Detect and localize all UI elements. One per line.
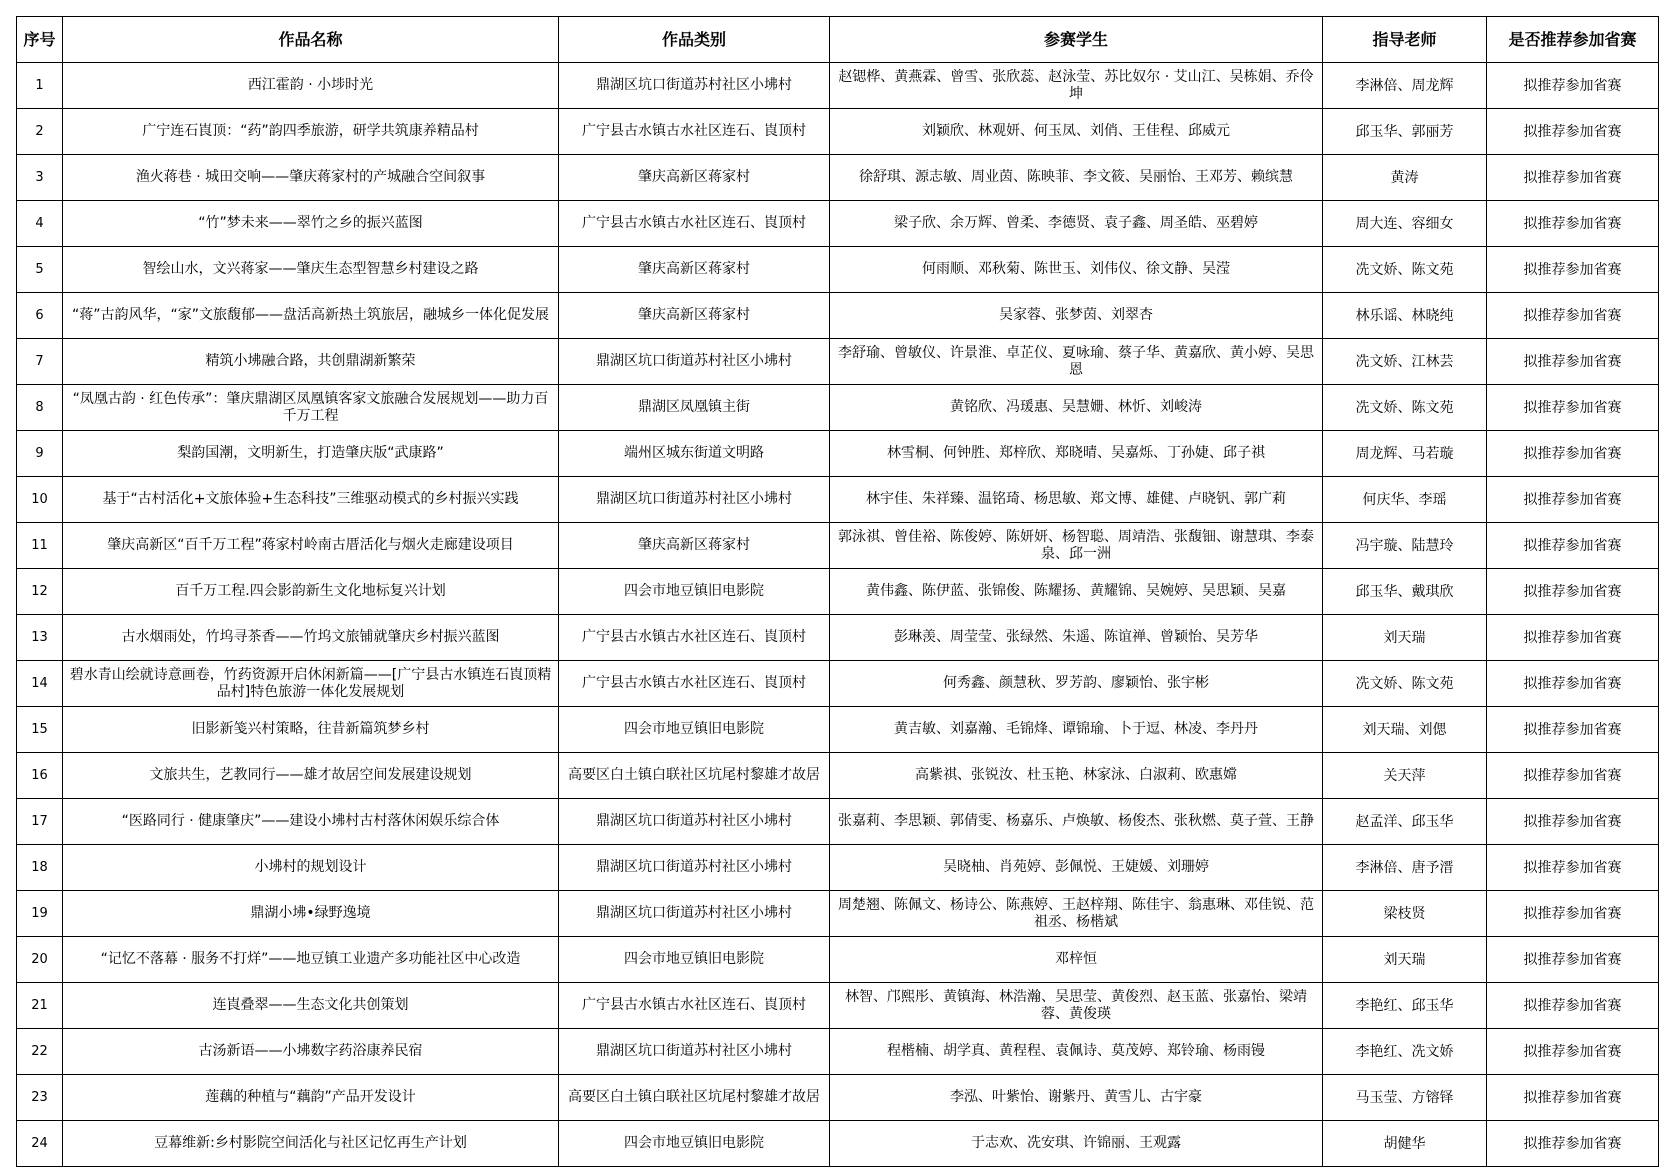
cell-seq: 23 (17, 1075, 63, 1121)
cell-recommend: 拟推荐参加省赛 (1487, 937, 1659, 983)
cell-category: 肇庆高新区蒋家村 (559, 293, 830, 339)
cell-teachers: 冯宇璇、陆慧玲 (1323, 523, 1487, 569)
table-row (17, 155, 1659, 201)
cell-students: 郭泳祺、曾佳裕、陈俊婷、陈妍妍、杨智聪、周靖浩、张馥钿、谢慧琪、李泰泉、邱一洲 (830, 523, 1323, 569)
cell-students: 黄吉敏、刘嘉瀚、毛锦烽、谭锦瑜、卜于逗、林凌、李丹丹 (830, 707, 1323, 753)
cell-seq: 14 (17, 661, 63, 707)
table-row (17, 661, 1659, 707)
table-row (17, 983, 1659, 1029)
cell-seq: 2 (17, 109, 63, 155)
cell-recommend: 拟推荐参加省赛 (1487, 891, 1659, 937)
cell-title: 古水烟雨处，竹坞寻茶香——竹坞文旅铺就肇庆乡村振兴蓝图 (63, 615, 559, 661)
cell-recommend: 拟推荐参加省赛 (1487, 615, 1659, 661)
cell-title: 广宁连石崀顶：“药”韵四季旅游，研学共筑康养精品村 (63, 109, 559, 155)
cell-title: 连崀叠翠——生态文化共创策划 (63, 983, 559, 1029)
cell-seq: 22 (17, 1029, 63, 1075)
table-row (17, 63, 1659, 109)
cell-teachers: 林乐谣、林晓纯 (1323, 293, 1487, 339)
cell-students: 徐舒琪、源志敏、周业茵、陈映菲、李文筱、吴丽怡、王邓芳、赖缤慧 (830, 155, 1323, 201)
cell-teachers: 李艳红、邱玉华 (1323, 983, 1487, 1029)
cell-students: 李泓、叶紫怡、谢紫丹、黄雪儿、古宇豪 (830, 1075, 1323, 1121)
cell-teachers: 冼文娇、陈文苑 (1323, 247, 1487, 293)
cell-recommend: 拟推荐参加省赛 (1487, 1029, 1659, 1075)
header-recommend: 是否推荐参加省赛 (1487, 17, 1659, 63)
header-title: 作品名称 (63, 17, 559, 63)
table-row (17, 1075, 1659, 1121)
cell-title: 文旅共生，艺教同行——雄才故居空间发展建设规划 (63, 753, 559, 799)
cell-students: 李舒瑜、曾敏仪、许景淮、卓芷仪、夏咏瑜、蔡子华、黄嘉欣、黄小婷、吴思恩 (830, 339, 1323, 385)
cell-students: 高紫祺、张锐汝、杜玉艳、林家泳、白淑莉、欧惠嫦 (830, 753, 1323, 799)
cell-title: 精筑小坲融合路，共创鼎湖新繁荣 (63, 339, 559, 385)
table-row (17, 523, 1659, 569)
cell-category: 广宁县古水镇古水社区连石、崀顶村 (559, 109, 830, 155)
cell-title: “记忆不落幕 · 服务不打烊”——地豆镇工业遗产多功能社区中心改造 (63, 937, 559, 983)
cell-seq: 12 (17, 569, 63, 615)
cell-title: “凤凰古韵 · 红色传承”：肇庆鼎湖区凤凰镇客家文旅融合发展规划——助力百千万工程 (63, 385, 559, 431)
cell-category: 广宁县古水镇古水社区连石、崀顶村 (559, 661, 830, 707)
table-row (17, 477, 1659, 523)
cell-recommend: 拟推荐参加省赛 (1487, 201, 1659, 247)
cell-students: 林智、邝熙彤、黄镇海、林浩瀚、吴思莹、黄俊烈、赵玉蓝、张嘉怡、梁靖蓉、黄俊瑛 (830, 983, 1323, 1029)
cell-recommend: 拟推荐参加省赛 (1487, 569, 1659, 615)
cell-category: 广宁县古水镇古水社区连石、崀顶村 (559, 615, 830, 661)
cell-category: 广宁县古水镇古水社区连石、崀顶村 (559, 201, 830, 247)
table-row (17, 431, 1659, 477)
cell-students: 程楷楠、胡学真、黄程程、袁佩诗、莫茂婷、郑铃瑜、杨雨镘 (830, 1029, 1323, 1075)
cell-category: 肇庆高新区蒋家村 (559, 523, 830, 569)
cell-recommend: 拟推荐参加省赛 (1487, 109, 1659, 155)
cell-teachers: 冼文娇、江林芸 (1323, 339, 1487, 385)
cell-recommend: 拟推荐参加省赛 (1487, 155, 1659, 201)
cell-teachers: 赵孟洋、邱玉华 (1323, 799, 1487, 845)
cell-category: 鼎湖区坑口街道苏村社区小坲村 (559, 63, 830, 109)
header-row (17, 17, 1659, 63)
table-row (17, 937, 1659, 983)
cell-title: 西江霍韵 · 小埗时光 (63, 63, 559, 109)
cell-recommend: 拟推荐参加省赛 (1487, 845, 1659, 891)
cell-title: 百千万工程.四会影韵新生文化地标复兴计划 (63, 569, 559, 615)
cell-title: 旧影新笺兴村策略，往昔新篇筑梦乡村 (63, 707, 559, 753)
table-row (17, 247, 1659, 293)
cell-seq: 15 (17, 707, 63, 753)
cell-teachers: 梁枝贤 (1323, 891, 1487, 937)
table-row (17, 753, 1659, 799)
header-students: 参赛学生 (830, 17, 1323, 63)
cell-recommend: 拟推荐参加省赛 (1487, 1121, 1659, 1167)
cell-recommend: 拟推荐参加省赛 (1487, 63, 1659, 109)
cell-students: 林宇佳、朱祥臻、温铭琦、杨思敏、郑文博、雄健、卢晓钒、郭广莉 (830, 477, 1323, 523)
table-row (17, 293, 1659, 339)
cell-teachers: 刘天瑞 (1323, 615, 1487, 661)
cell-title: 豆幕维新:乡村影院空间活化与社区记忆再生产计划 (63, 1121, 559, 1167)
cell-category: 四会市地豆镇旧电影院 (559, 1121, 830, 1167)
cell-teachers: 刘天瑞、刘偲 (1323, 707, 1487, 753)
table-row (17, 569, 1659, 615)
cell-students: 林雪桐、何钟胜、郑梓欣、郑晓晴、吴嘉烁、丁孙婕、邱子祺 (830, 431, 1323, 477)
cell-category: 四会市地豆镇旧电影院 (559, 937, 830, 983)
cell-students: 赵锶桦、黄燕霖、曾雪、张欣蕊、赵泳莹、苏比奴尔 · 艾山江、吴栋娟、乔伶坤 (830, 63, 1323, 109)
cell-recommend: 拟推荐参加省赛 (1487, 799, 1659, 845)
cell-students: 于志欢、冼安琪、许锦丽、王观露 (830, 1121, 1323, 1167)
cell-recommend: 拟推荐参加省赛 (1487, 385, 1659, 431)
cell-recommend: 拟推荐参加省赛 (1487, 707, 1659, 753)
cell-teachers: 邱玉华、戴琪欣 (1323, 569, 1487, 615)
cell-teachers: 黄涛 (1323, 155, 1487, 201)
cell-category: 四会市地豆镇旧电影院 (559, 569, 830, 615)
cell-teachers: 李艳红、冼文娇 (1323, 1029, 1487, 1075)
cell-category: 鼎湖区凤凰镇主街 (559, 385, 830, 431)
cell-recommend: 拟推荐参加省赛 (1487, 983, 1659, 1029)
cell-category: 高要区白土镇白联社区坑尾村黎雄才故居 (559, 753, 830, 799)
cell-teachers: 胡健华 (1323, 1121, 1487, 1167)
cell-recommend: 拟推荐参加省赛 (1487, 477, 1659, 523)
cell-students: 邓梓恒 (830, 937, 1323, 983)
cell-teachers: 邱玉华、郭丽芳 (1323, 109, 1487, 155)
cell-category: 端州区城东街道文明路 (559, 431, 830, 477)
table-row (17, 707, 1659, 753)
cell-students: 彭琳羡、周莹莹、张绿然、朱遥、陈谊禅、曾颖怡、吴芳华 (830, 615, 1323, 661)
cell-title: 碧水青山绘就诗意画卷，竹药资源开启休闲新篇——[广宁县古水镇连石崀顶精品村]特色旅游一体化发展规划 (63, 661, 559, 707)
cell-seq: 21 (17, 983, 63, 1029)
table-row (17, 799, 1659, 845)
cell-title: 智绘山水，文兴蒋家——肇庆生态型智慧乡村建设之路 (63, 247, 559, 293)
cell-seq: 18 (17, 845, 63, 891)
cell-category: 鼎湖区坑口街道苏村社区小坲村 (559, 845, 830, 891)
cell-students: 张嘉莉、李思颖、郭倩雯、杨嘉乐、卢焕敏、杨俊杰、张秋燃、莫子萱、王静 (830, 799, 1323, 845)
cell-recommend: 拟推荐参加省赛 (1487, 753, 1659, 799)
table-row (17, 615, 1659, 661)
cell-title: 基于“古村活化+文旅体验+生态科技”三维驱动模式的乡村振兴实践 (63, 477, 559, 523)
cell-category: 鼎湖区坑口街道苏村社区小坲村 (559, 891, 830, 937)
cell-teachers: 刘天瑞 (1323, 937, 1487, 983)
cell-category: 广宁县古水镇古水社区连石、崀顶村 (559, 983, 830, 1029)
cell-teachers: 周大连、容细女 (1323, 201, 1487, 247)
cell-title: 渔火蒋巷 · 城田交响——肇庆蒋家村的产城融合空间叙事 (63, 155, 559, 201)
cell-title: “竹”梦未来——翠竹之乡的振兴蓝图 (63, 201, 559, 247)
cell-teachers: 关天萍 (1323, 753, 1487, 799)
cell-students: 梁子欣、余万辉、曾柔、李德贤、袁子鑫、周圣皓、巫碧婷 (830, 201, 1323, 247)
cell-recommend: 拟推荐参加省赛 (1487, 1075, 1659, 1121)
cell-teachers: 李淋倍、唐予溍 (1323, 845, 1487, 891)
cell-title: “蒋”古韵风华，“家”文旅馥郁——盘活高新热土筑旅居，融城乡一体化促发展 (63, 293, 559, 339)
cell-students: 何秀鑫、颜慧秋、罗芳韵、廖颖怡、张宇彬 (830, 661, 1323, 707)
cell-category: 肇庆高新区蒋家村 (559, 247, 830, 293)
table-row (17, 201, 1659, 247)
cell-category: 四会市地豆镇旧电影院 (559, 707, 830, 753)
cell-students: 吴家蓉、张梦茵、刘翠杏 (830, 293, 1323, 339)
cell-seq: 6 (17, 293, 63, 339)
cell-teachers: 何庆华、李瑶 (1323, 477, 1487, 523)
cell-recommend: 拟推荐参加省赛 (1487, 523, 1659, 569)
cell-students: 刘颖欣、林观妍、何玉凤、刘俏、王佳程、邱威元 (830, 109, 1323, 155)
cell-seq: 7 (17, 339, 63, 385)
cell-recommend: 拟推荐参加省赛 (1487, 431, 1659, 477)
cell-recommend: 拟推荐参加省赛 (1487, 339, 1659, 385)
table-row (17, 385, 1659, 431)
cell-title: 肇庆高新区“百千万工程”蒋家村岭南古厝活化与烟火走廊建设项目 (63, 523, 559, 569)
cell-teachers: 李淋倍、周龙辉 (1323, 63, 1487, 109)
cell-recommend: 拟推荐参加省赛 (1487, 247, 1659, 293)
cell-seq: 11 (17, 523, 63, 569)
cell-seq: 20 (17, 937, 63, 983)
cell-category: 肇庆高新区蒋家村 (559, 155, 830, 201)
cell-teachers: 冼文娇、陈文苑 (1323, 661, 1487, 707)
header-teachers: 指导老师 (1323, 17, 1487, 63)
cell-title: 小坲村的规划设计 (63, 845, 559, 891)
cell-category: 鼎湖区坑口街道苏村社区小坲村 (559, 799, 830, 845)
cell-seq: 10 (17, 477, 63, 523)
table-row (17, 339, 1659, 385)
cell-students: 吴晓柚、肖苑婷、彭佩悦、王婕媛、刘珊婷 (830, 845, 1323, 891)
cell-students: 黄铭欣、冯瑗惠、吴慧姗、林忻、刘峻涛 (830, 385, 1323, 431)
cell-title: 莲藕的种植与“藕韵”产品开发设计 (63, 1075, 559, 1121)
cell-title: 古汤新语——小坲数字药浴康养民宿 (63, 1029, 559, 1075)
cell-recommend: 拟推荐参加省赛 (1487, 661, 1659, 707)
cell-category: 鼎湖区坑口街道苏村社区小坲村 (559, 1029, 830, 1075)
cell-seq: 16 (17, 753, 63, 799)
cell-title: 梨韵国潮，文明新生，打造肇庆版“武康路” (63, 431, 559, 477)
cell-title: 鼎湖小坲•绿野逸境 (63, 891, 559, 937)
cell-category: 鼎湖区坑口街道苏村社区小坲村 (559, 339, 830, 385)
cell-students: 黄伟鑫、陈伊蓝、张锦俊、陈耀扬、黄耀锦、吴婉婷、吴思颖、吴嘉 (830, 569, 1323, 615)
cell-seq: 8 (17, 385, 63, 431)
cell-students: 何雨顺、邓秋菊、陈世玉、刘伟仪、徐文静、吴滢 (830, 247, 1323, 293)
cell-seq: 9 (17, 431, 63, 477)
results-table (16, 16, 1659, 1167)
cell-teachers: 冼文娇、陈文苑 (1323, 385, 1487, 431)
table-row (17, 109, 1659, 155)
cell-seq: 1 (17, 63, 63, 109)
cell-students: 周楚翘、陈佩文、杨诗公、陈燕婷、王赵梓翔、陈佳宇、翁惠琳、邓佳锐、范祖丞、杨楷斌 (830, 891, 1323, 937)
cell-seq: 3 (17, 155, 63, 201)
cell-category: 高要区白土镇白联社区坑尾村黎雄才故居 (559, 1075, 830, 1121)
table-row (17, 1121, 1659, 1167)
table-row (17, 1029, 1659, 1075)
table-row (17, 891, 1659, 937)
cell-seq: 5 (17, 247, 63, 293)
cell-seq: 17 (17, 799, 63, 845)
cell-title: “医路同行 · 健康肇庆”——建设小坲村古村落休闲娱乐综合体 (63, 799, 559, 845)
cell-seq: 19 (17, 891, 63, 937)
cell-seq: 4 (17, 201, 63, 247)
cell-teachers: 周龙辉、马若璇 (1323, 431, 1487, 477)
cell-recommend: 拟推荐参加省赛 (1487, 293, 1659, 339)
cell-seq: 13 (17, 615, 63, 661)
header-seq: 序号 (17, 17, 63, 63)
table-row (17, 845, 1659, 891)
header-category: 作品类别 (559, 17, 830, 63)
cell-category: 鼎湖区坑口街道苏村社区小坲村 (559, 477, 830, 523)
cell-seq: 24 (17, 1121, 63, 1167)
cell-teachers: 马玉莹、方镕铎 (1323, 1075, 1487, 1121)
